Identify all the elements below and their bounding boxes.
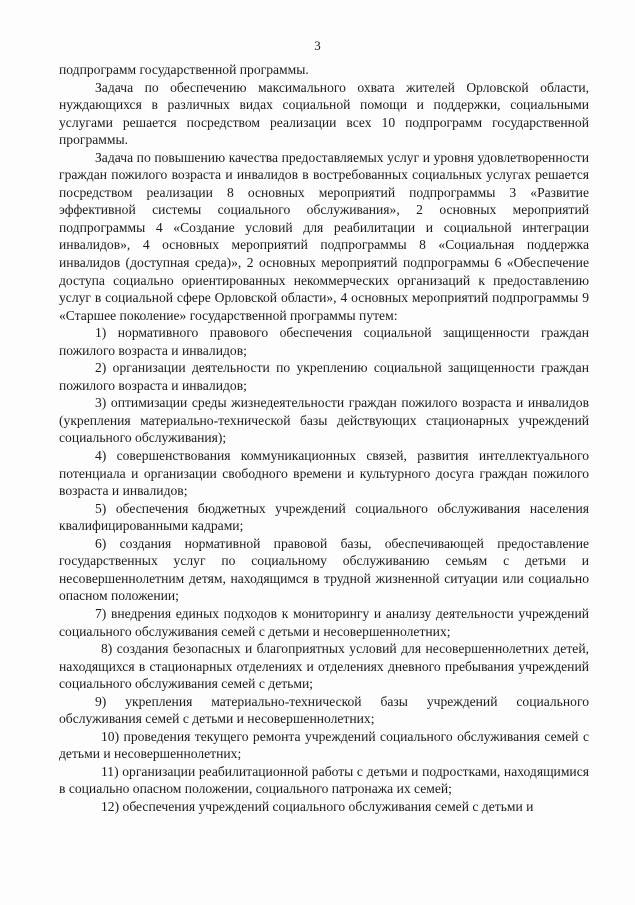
list-item-9: 9) укрепления материально-технической базы учреждений социального обслуживания семей с детьми и несовершеннолетних; [59, 693, 589, 727]
list-item-5: 5) обеспечения бюджетных учреждений социального обслуживания населения квалифицированными кадрами; [59, 500, 589, 534]
paragraph-continuation: подпрограмм государственной программы. [59, 62, 309, 77]
list-item-1: 1) нормативного правового обеспечения социальной защищенности граждан пожилого возраста и инвалидов; [59, 325, 589, 358]
list-item-8: 8) создания безопасных и благоприятных условий для несовершеннолетних детей, находящихся в стационарных отделениях и отделениях дневного пребывания учреждений социального обслуживания семей с детьми; [59, 641, 589, 692]
list-item-3: 3) оптимизации среды жизнедеятельности граждан пожилого возраста и инвалидов (укрепления материально-технической базы действующих стационарных учреждений социального обслуживания); [59, 395, 589, 446]
list-item-4: 4) совершенствования коммуникационных связей, развития интеллектуального потенциала и организации свободного времени и культурного досуга граждан пожилого возраста и инвалидов; [59, 448, 589, 499]
document-body [59, 61, 589, 816]
list-item-11: 11) организации реабилитационной работы с детьми и подростками, находящимися в социально опасном положении, социального патронажа их семей; [59, 763, 589, 797]
paragraph-task-coverage: Задача по обеспечению максимального охвата жителей Орловской области, нуждающихся в различных видах социальной помощи и поддержки, социальными услугами решается посредством реализации всех 10 подпрограмм государственной программы. [59, 79, 589, 148]
page-number: 3 [314, 38, 321, 53]
list-item-10: 10) проведения текущего ремонта учреждений социального обслуживания семей с детьми и несовершеннолетних; [59, 728, 589, 762]
list-item-12: 12) обеспечения учреждений социального обслуживания семей с детьми и [101, 798, 534, 814]
list-item-7: 7) внедрения единых подходов к мониторингу и анализу деятельности учреждений социального обслуживания семей с детьми и несовершеннолетних; [59, 605, 589, 639]
list-item-6: 6) создания нормативной правовой базы, обеспечивающей предоставление государственных услуг по социальному обслуживанию семьям с детьми и несовершеннолетним детям, находящимся в трудной жизненной ситуации или социально опасном положении; [59, 535, 589, 604]
paragraph-task-quality: Задача по повышению качества предоставляемых услуг и уровня удовлетворенности граждан пожилого возраста и инвалидов в востребованных социальных услугах решается посредством реализации 8 основных мероприятий подпрограммы 3 «Развитие эффективной системы социального обслуживания», 2 основных мероприятий подпрограммы 4 «Создание условий для реабилитации и социальной интеграции инвалидов», 4 основных мероприятий подпрограммы 8 «Социальная поддержка инвалидов (доступная среда)», 2 основных мероприятий подпрограммы 6 «Обеспечение доступа социально ориентированных некоммерческих организаций к предоставлению услуг в социальной сфере Орловской области», 4 основных мероприятий подпрограммы 9 «Старшее поколение» государственной программы путем: [59, 149, 589, 323]
list-item-2: 2) организации деятельности по укреплению социальной защищенности граждан пожилого возраста и инвалидов; [59, 360, 589, 393]
